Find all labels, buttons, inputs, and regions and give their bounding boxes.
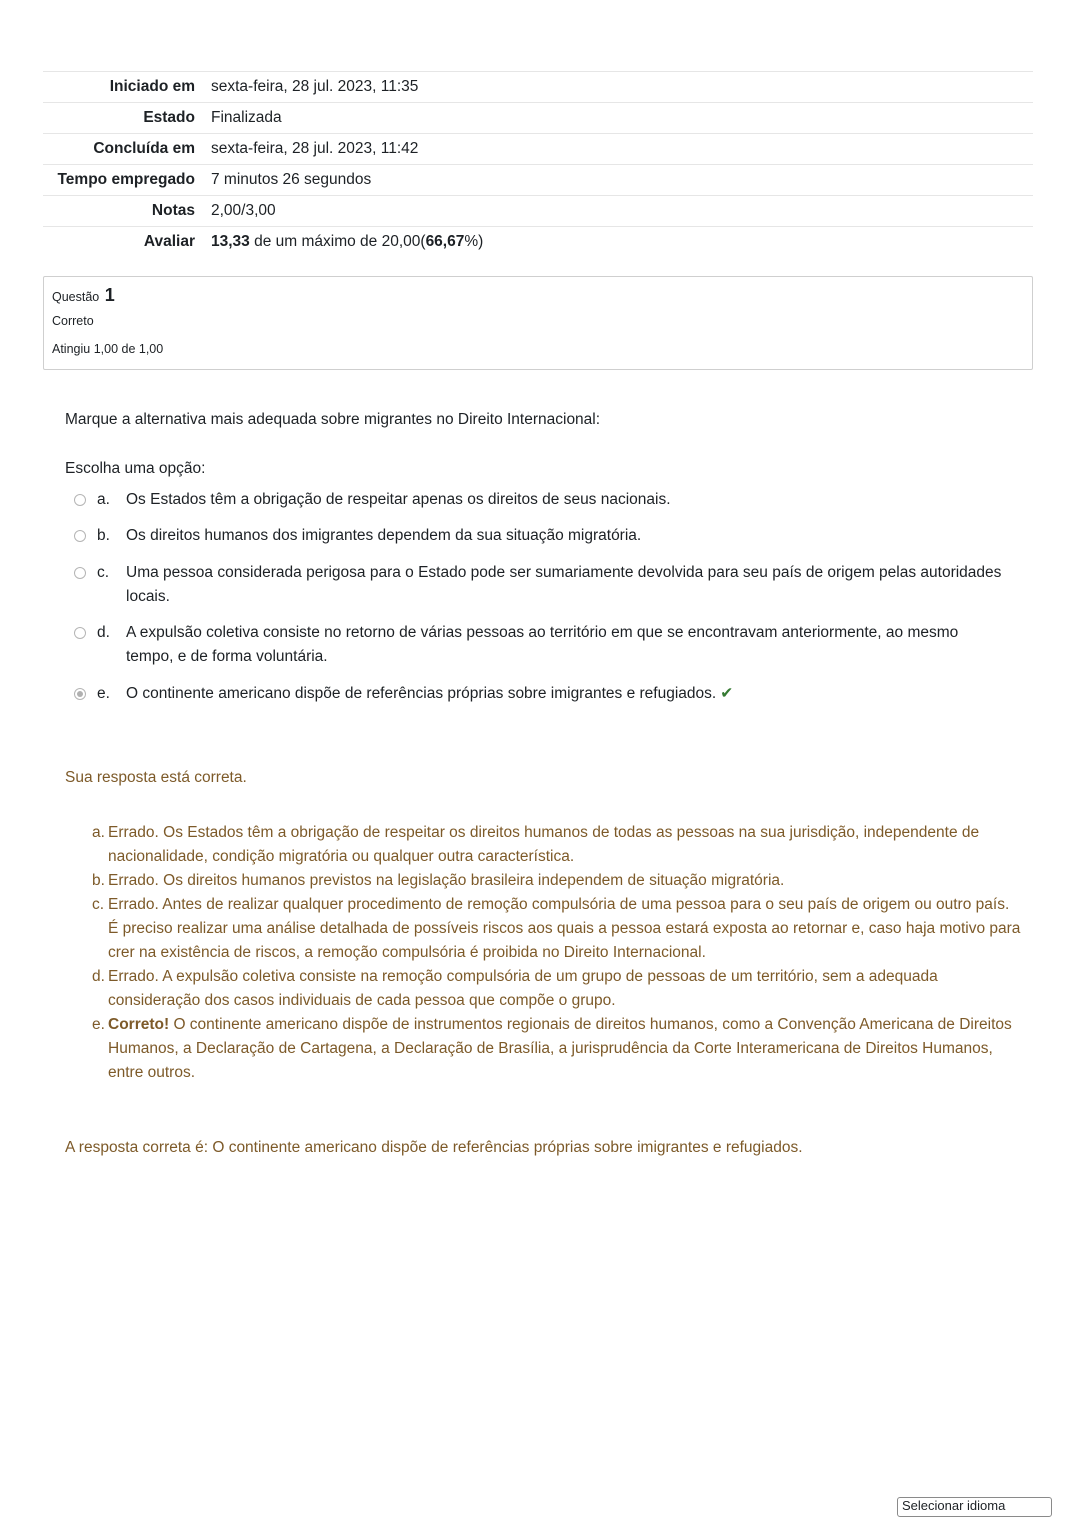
option-text-wrapper [126, 682, 1006, 706]
feedback-item [92, 965, 1022, 1013]
question-number [52, 285, 115, 306]
marks-label: Notas [151, 202, 195, 219]
option-text: A expulsão coletiva consiste no retorno de várias pessoas ao território em que se encontravam anteriormente, ao mesmo tempo, e de forma voluntária. [126, 624, 959, 665]
feedback-text: Errado. A expulsão coletiva consiste na remoção compulsória de um grupo de pessoas de um território, sem a adequada consideração dos casos individuais de cada pessoa que compõe o grupo. [108, 968, 938, 1009]
radio-icon[interactable] [74, 567, 86, 579]
feedback-letter: d. [92, 968, 105, 985]
feedback-letter: e. [92, 1016, 105, 1033]
time-label: Tempo empregado [57, 171, 195, 188]
check-icon: ✔ [720, 685, 734, 702]
grade-percent: 66,67 [425, 233, 465, 250]
completed-value: sexta-feira, 28 jul. 2023, 11:42 [211, 140, 419, 157]
option-text: Os direitos humanos dos imigrantes dependem da sua situação migratória. [126, 527, 642, 544]
summary-row-time [43, 165, 1033, 196]
grade-mid: de um máximo de 20,00( [249, 233, 426, 250]
option-letter: e. [97, 685, 110, 702]
feedback-item [92, 869, 1022, 893]
option-letter: d. [97, 624, 110, 641]
feedback-letter: c. [92, 896, 105, 913]
option-letter: c. [97, 564, 110, 581]
feedback-letter: b. [92, 872, 105, 889]
feedback-text: Errado. Os direitos humanos previstos na legislação brasileira independem de situação migratória. [108, 872, 785, 889]
feedback-item [92, 821, 1022, 869]
summary-row-grade [43, 227, 1033, 258]
attempt-summary-table [43, 71, 1033, 258]
feedback-text: Errado. Os Estados têm a obrigação de respeitar os direitos humanos de todas as pessoas na sua jurisdição, independente de nacionalidade, condição migratória ou qualquer outra característica. [108, 824, 980, 865]
grade-label: Avaliar [143, 233, 195, 250]
option-text: Uma pessoa considerada perigosa para o Estado pode ser sumariamente devolvida para seu país de origem pelas autoridades locais. [126, 564, 1002, 605]
time-value: 7 minutos 26 segundos [211, 171, 372, 188]
question-text: Marque a alternativa mais adequada sobre migrantes no Direito Internacional: [65, 411, 601, 428]
question-info-box [43, 276, 1033, 370]
right-answer: A resposta correta é: O continente americano dispõe de referências próprias sobre imigrantes e refugiados. [65, 1139, 803, 1156]
summary-row-started [43, 72, 1033, 103]
started-label: Iniciado em [109, 78, 195, 95]
feedback-correct-label: Correto! [108, 1016, 170, 1033]
question-label: Questão [52, 290, 100, 304]
summary-row-state [43, 103, 1033, 134]
question-number-value: 1 [104, 285, 115, 305]
radio-icon[interactable] [74, 530, 86, 542]
language-select[interactable]: Selecionar idioma [897, 1497, 1052, 1517]
radio-icon[interactable] [74, 494, 86, 506]
feedback-text: O continente americano dispõe de instrumentos regionais de direitos humanos, como a Convenção Americana de Direitos Humanos, a Declaração de Cartagena, a Declaração de Brasília, a jurisprudência da Corte Interamericana de Direitos Humanos, entre outros. [108, 1016, 1012, 1081]
radio-icon[interactable] [74, 627, 86, 639]
radio-selected-icon[interactable] [74, 688, 86, 700]
grade-score: 13,33 [211, 233, 250, 250]
feedback-list [92, 821, 1022, 1085]
started-value: sexta-feira, 28 jul. 2023, 11:35 [211, 78, 419, 95]
grade-value [211, 227, 1033, 258]
question-grade: Atingiu 1,00 de 1,00 [52, 342, 164, 356]
option-letter: b. [97, 527, 110, 544]
option-letter: a. [97, 491, 110, 508]
feedback-item [92, 893, 1022, 965]
state-value: Finalizada [211, 109, 282, 126]
feedback-intro: Sua resposta está correta. [65, 769, 247, 786]
marks-value: 2,00/3,00 [211, 202, 276, 219]
grade-end: %) [464, 233, 484, 250]
completed-label: Concluída em [93, 140, 195, 157]
option-text: O continente americano dispõe de referências próprias sobre imigrantes e refugiados. [126, 685, 717, 702]
option-text: Os Estados têm a obrigação de respeitar apenas os direitos de seus nacionais. [126, 491, 671, 508]
feedback-text: Errado. Antes de realizar qualquer procedimento de remoção compulsória de uma pessoa para o seu país de origem ou outro país. É preciso realizar uma análise detalhada de possíveis riscos aos quais a pessoa estará exposta ao retornar e, caso haja motivo para crer na existência de riscos, a remoção compulsória é proibida no Direito Internacional. [108, 896, 1021, 961]
feedback-item [92, 1013, 1022, 1085]
question-state: Correto [52, 314, 94, 328]
summary-row-marks [43, 196, 1033, 227]
feedback-letter: a. [92, 824, 105, 841]
answer-prompt: Escolha uma opção: [65, 460, 206, 477]
summary-row-completed [43, 134, 1033, 165]
state-label: Estado [143, 109, 195, 126]
